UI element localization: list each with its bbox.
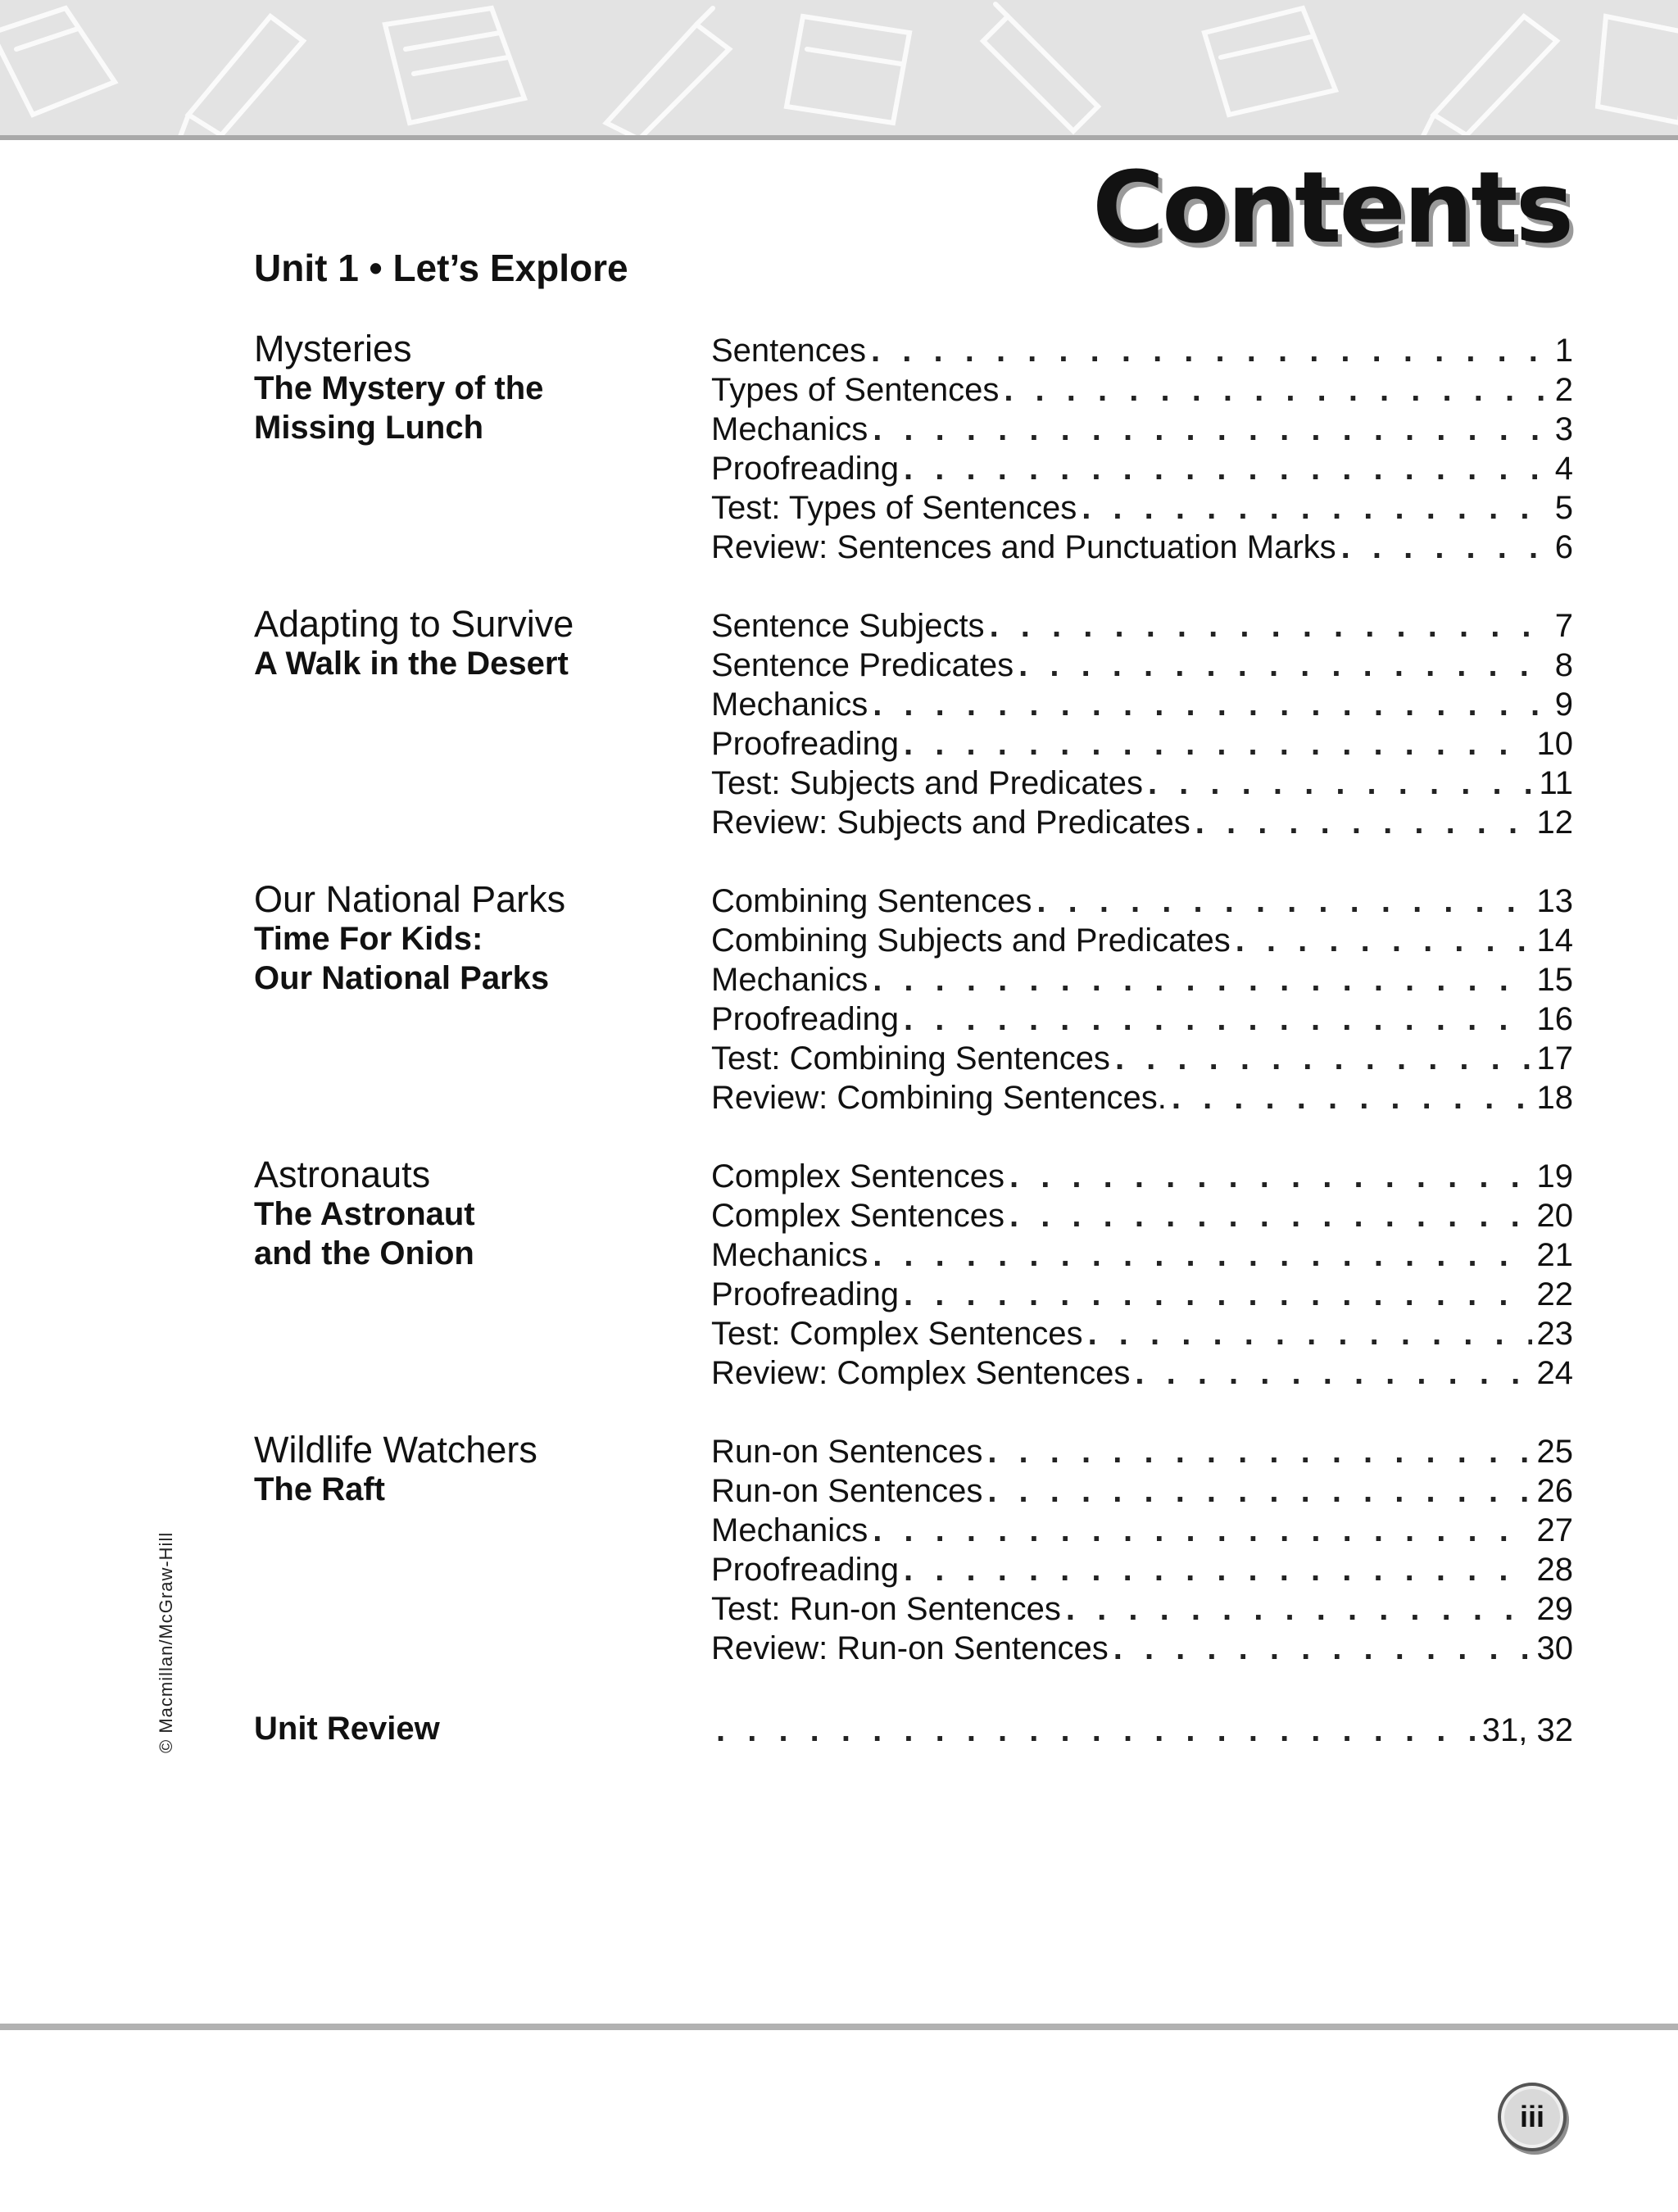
- top-rule: [0, 135, 1678, 140]
- dot-leader: [873, 410, 1550, 449]
- toc-entry-page: 19: [1536, 1158, 1573, 1194]
- toc-entry[interactable]: [711, 1078, 1573, 1117]
- toc-entry[interactable]: [711, 1196, 1573, 1235]
- toc-entry-page: 28: [1536, 1552, 1573, 1588]
- toc-entry[interactable]: [711, 646, 1573, 685]
- notebook-icon: [1598, 16, 1678, 123]
- pencil-icon: [983, 4, 1098, 131]
- school-supplies-pattern: [0, 0, 1678, 135]
- toc-entry-label: Combining Subjects and Predicates: [711, 922, 1231, 959]
- toc-entry-label: Proofreading: [711, 726, 900, 762]
- dot-leader: [904, 449, 1550, 488]
- dot-leader: [1135, 1353, 1531, 1393]
- toc-entry-label: Proofreading: [711, 451, 900, 487]
- toc-entry-label: Complex Sentences: [711, 1158, 1005, 1194]
- dot-leader: [1172, 1078, 1532, 1117]
- dot-leader: [1148, 764, 1535, 803]
- selection-title: A Walk in the Desert: [254, 646, 569, 682]
- toc-entry-label: Run-on Sentences: [711, 1434, 983, 1470]
- toc-entry[interactable]: [711, 1235, 1573, 1275]
- toc-entry-page: 12: [1536, 805, 1573, 841]
- toc-entry-page: 26: [1536, 1473, 1573, 1509]
- toc-entry-label: Sentence Subjects: [711, 608, 985, 644]
- toc-entry-label: Test: Run-on Sentences: [711, 1591, 1061, 1627]
- dot-leader: [873, 1511, 1531, 1550]
- toc-entry-label: Review: Sentences and Punctuation Marks: [711, 529, 1336, 565]
- selection-title: The Mystery of the Missing Lunch: [254, 370, 544, 446]
- toc-entry-label: Review: Complex Sentences: [711, 1355, 1131, 1391]
- toc-entry-label: Test: Complex Sentences: [711, 1316, 1083, 1352]
- dot-leader: [873, 960, 1531, 999]
- toc-entry[interactable]: [711, 803, 1573, 842]
- toc-entry[interactable]: [711, 449, 1573, 488]
- unit-review-entry-list: [711, 1711, 1573, 1750]
- theme-title: Mysteries: [254, 328, 412, 369]
- dot-leader: [1009, 1157, 1532, 1196]
- selection-title: The Astronaut and the Onion: [254, 1196, 475, 1271]
- toc-entry-page: 23: [1536, 1316, 1573, 1352]
- toc-entry-page: 2: [1554, 372, 1573, 408]
- toc-entry[interactable]: [711, 1314, 1573, 1353]
- toc-entry-list: [711, 1157, 1573, 1393]
- theme-title: Adapting to Survive: [254, 603, 574, 645]
- toc-entry-page: 30: [1536, 1630, 1573, 1666]
- toc-entry-page: 15: [1536, 962, 1573, 998]
- toc-entry-page: 10: [1536, 726, 1573, 762]
- story-heading: [254, 329, 680, 447]
- pencil-icon: [606, 8, 729, 135]
- toc-entry-label: Proofreading: [711, 1001, 900, 1037]
- selection-title: Time For Kids: Our National Parks: [254, 921, 550, 996]
- pencil-icon: [176, 16, 303, 135]
- page-number-badge: [1498, 2083, 1567, 2151]
- toc-entry-label: Test: Subjects and Predicates: [711, 765, 1143, 801]
- toc-entry-page: 21: [1536, 1237, 1573, 1273]
- dot-leader: [904, 999, 1531, 1039]
- dot-leader: [904, 724, 1531, 764]
- toc-entry-page: 7: [1554, 608, 1573, 644]
- notebook-icon: [1204, 8, 1336, 115]
- toc-entry-page: 3: [1554, 411, 1573, 447]
- dot-leader: [904, 1275, 1531, 1314]
- story-heading: [254, 605, 680, 683]
- toc-entry[interactable]: [711, 410, 1573, 449]
- toc-entry-page: 13: [1536, 883, 1573, 919]
- toc-entry[interactable]: [711, 331, 1573, 370]
- toc-entry-label: Complex Sentences: [711, 1198, 1005, 1234]
- selection-title: The Raft: [254, 1471, 385, 1507]
- toc-entry[interactable]: [711, 1550, 1573, 1589]
- toc-entry[interactable]: [711, 685, 1573, 724]
- toc-entry-label: Test: Combining Sentences: [711, 1040, 1110, 1077]
- toc-entry-page: 24: [1536, 1355, 1573, 1391]
- toc-entry-page: 5: [1554, 490, 1573, 526]
- unit-review-label: Unit Review: [254, 1711, 440, 1747]
- unit-heading: Unit 1 • Let’s Explore: [254, 247, 628, 289]
- toc-entry[interactable]: [711, 724, 1573, 764]
- dot-leader: [1236, 921, 1532, 960]
- notebook-icon: [0, 8, 115, 115]
- story-heading: [254, 1430, 680, 1509]
- toc-entry-page: 25: [1536, 1434, 1573, 1470]
- toc-entry-page: 8: [1554, 647, 1573, 683]
- dot-leader: [716, 1711, 1477, 1750]
- toc-entry-label: Mechanics: [711, 687, 868, 723]
- toc-entry-page: 16: [1536, 1001, 1573, 1037]
- toc-entry-page: 17: [1536, 1040, 1573, 1077]
- toc-entry-list: [711, 1432, 1573, 1668]
- toc-entry-page: 1: [1554, 333, 1573, 369]
- dot-leader: [871, 331, 1550, 370]
- toc-entry-label: Review: Subjects and Predicates: [711, 805, 1190, 841]
- notebook-icon: [385, 8, 524, 123]
- toc-entry-label: Proofreading: [711, 1552, 900, 1588]
- toc-entry-page: 29: [1536, 1591, 1573, 1627]
- toc-entry-page: 27: [1536, 1512, 1573, 1548]
- dot-leader: [1115, 1039, 1532, 1078]
- theme-title: Astronauts: [254, 1154, 431, 1195]
- unit-review-pages: 31, 32: [1481, 1712, 1573, 1748]
- toc-entry[interactable]: [711, 1471, 1573, 1511]
- toc-entry-page: 18: [1536, 1080, 1573, 1116]
- toc-entry-label: Combining Sentences: [711, 883, 1032, 919]
- toc-entry-list: [711, 882, 1573, 1117]
- dot-leader: [987, 1432, 1531, 1471]
- theme-title: Wildlife Watchers: [254, 1429, 537, 1471]
- unit-review-entry[interactable]: [711, 1711, 1573, 1750]
- dot-leader: [1088, 1314, 1532, 1353]
- dot-leader: [1341, 528, 1550, 567]
- dot-leader: [1004, 370, 1549, 410]
- toc-entry[interactable]: [711, 1589, 1573, 1629]
- toc-entry-label: Run-on Sentences: [711, 1473, 983, 1509]
- toc-entry[interactable]: [711, 921, 1573, 960]
- toc-entry[interactable]: [711, 764, 1573, 803]
- pencil-icon: [1422, 16, 1557, 135]
- dot-leader: [1195, 803, 1532, 842]
- toc-entry[interactable]: [711, 1629, 1573, 1668]
- dot-leader: [873, 1235, 1531, 1275]
- toc-entry-label: Mechanics: [711, 1237, 868, 1273]
- dot-leader: [1036, 882, 1531, 921]
- toc-entry-page: 20: [1536, 1198, 1573, 1234]
- toc-entry-label: Proofreading: [711, 1276, 900, 1312]
- toc-entry[interactable]: [711, 882, 1573, 921]
- dot-leader: [990, 606, 1550, 646]
- toc-entry[interactable]: [711, 370, 1573, 410]
- story-heading: [254, 1155, 680, 1273]
- toc-entry-label: Sentences: [711, 333, 867, 369]
- decorative-banner: [0, 0, 1678, 135]
- toc-entry-label: Mechanics: [711, 411, 868, 447]
- copyright-notice: © Macmillan/McGraw-Hill: [156, 1531, 176, 1753]
- toc-entry-page: 14: [1536, 922, 1573, 959]
- toc-entry-label: Test: Types of Sentences: [711, 490, 1077, 526]
- toc-entry[interactable]: [711, 1275, 1573, 1314]
- toc-entry-label: Types of Sentences: [711, 372, 1000, 408]
- toc-entry-page: 6: [1554, 529, 1573, 565]
- toc-entry-label: Mechanics: [711, 962, 868, 998]
- dot-leader: [873, 685, 1550, 724]
- toc-entry[interactable]: [711, 606, 1573, 646]
- story-heading: [254, 880, 680, 998]
- page-title: Contents: [1092, 152, 1571, 265]
- dot-leader: [1009, 1196, 1532, 1235]
- dot-leader: [1066, 1589, 1532, 1629]
- toc-entry[interactable]: [711, 1511, 1573, 1550]
- toc-entry[interactable]: [711, 1157, 1573, 1196]
- toc-entry[interactable]: [711, 1432, 1573, 1471]
- toc-entry-list: [711, 331, 1573, 567]
- toc-entry[interactable]: [711, 1039, 1573, 1078]
- toc-entry[interactable]: [711, 960, 1573, 999]
- dot-leader: [904, 1550, 1531, 1589]
- toc-entry[interactable]: [711, 999, 1573, 1039]
- toc-entry-page: 11: [1539, 765, 1573, 801]
- dot-leader: [1082, 488, 1550, 528]
- toc-entry[interactable]: [711, 1353, 1573, 1393]
- toc-entry-page: 22: [1536, 1276, 1573, 1312]
- toc-entry-list: [711, 606, 1573, 842]
- bottom-rule: [0, 2024, 1678, 2030]
- toc-entry[interactable]: [711, 488, 1573, 528]
- theme-title: Our National Parks: [254, 878, 566, 920]
- dot-leader: [1018, 646, 1550, 685]
- page-number: iii: [1519, 2100, 1544, 2133]
- toc-entry-label: Review: Combining Sentences.: [711, 1080, 1167, 1116]
- toc-entry-label: Review: Run-on Sentences: [711, 1630, 1109, 1666]
- toc-entry-page: 9: [1554, 687, 1573, 723]
- dot-leader: [987, 1471, 1531, 1511]
- toc-entry[interactable]: [711, 528, 1573, 567]
- toc-entry-label: Mechanics: [711, 1512, 868, 1548]
- dot-leader: [1113, 1629, 1532, 1668]
- toc-entry-page: 4: [1554, 451, 1573, 487]
- toc-entry-label: Sentence Predicates: [711, 647, 1014, 683]
- notebook-icon: [787, 16, 909, 123]
